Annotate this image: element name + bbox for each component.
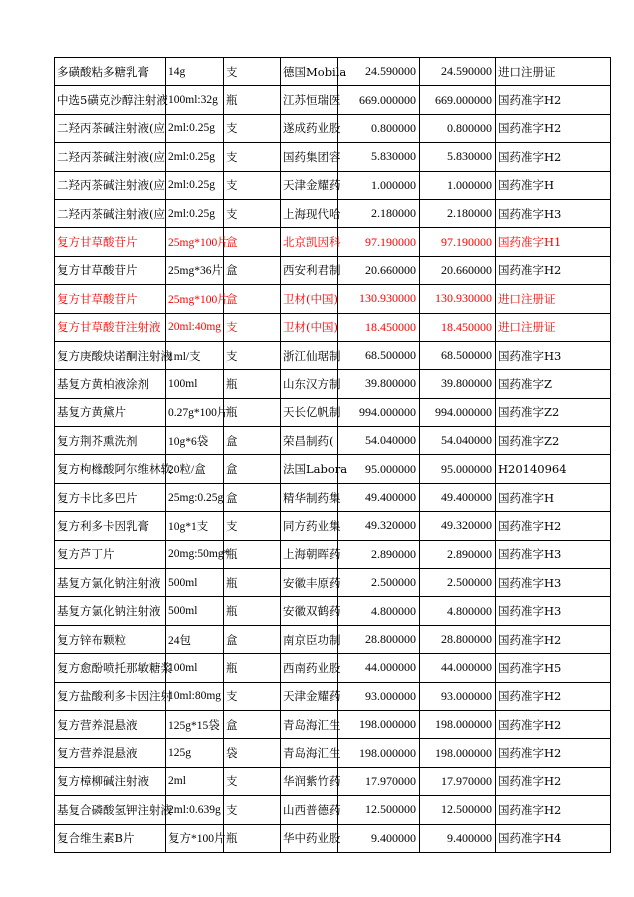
approval-number-cell: 国药准字H2 <box>496 256 611 284</box>
unit-cell: 盒 <box>224 256 281 284</box>
manufacturer-cell: 山东汉方制 <box>281 370 338 398</box>
table-row <box>55 370 611 398</box>
price-cell: 18.450000 <box>338 313 420 341</box>
price-cell: 2.180000 <box>420 199 496 227</box>
manufacturer-cell: 遂成药业股 <box>281 114 338 142</box>
table-row <box>55 625 611 653</box>
spec-cell: 20粒/盒 <box>166 455 224 483</box>
price-cell: 130.930000 <box>420 285 496 313</box>
unit-cell: 盒 <box>224 427 281 455</box>
price-cell: 198.000000 <box>420 710 496 738</box>
drug-name-cell: 中选5磺克沙醇注射液 <box>55 86 166 114</box>
price-cell: 95.000000 <box>338 455 420 483</box>
manufacturer-cell: 西南药业股 <box>281 654 338 682</box>
unit-cell: 支 <box>224 512 281 540</box>
price-cell: 2.500000 <box>420 569 496 597</box>
drug-name-cell: 复方樟柳碱注射液 <box>55 767 166 795</box>
price-cell: 44.000000 <box>420 654 496 682</box>
spec-cell: 125g <box>166 739 224 767</box>
unit-cell: 盒 <box>224 710 281 738</box>
approval-number-cell: 国药准字H2 <box>496 114 611 142</box>
price-cell: 1.000000 <box>338 171 420 199</box>
table-row <box>55 824 611 852</box>
table-row <box>55 341 611 369</box>
unit-cell: 盒 <box>224 228 281 256</box>
price-cell: 669.000000 <box>420 86 496 114</box>
manufacturer-cell: 江苏恒瑞医 <box>281 86 338 114</box>
spec-cell: 2ml:0.25g <box>166 114 224 142</box>
spec-cell: 10ml:80mg <box>166 682 224 710</box>
approval-number-cell: 进口注册证 <box>496 313 611 341</box>
manufacturer-cell: 国药集团容 <box>281 143 338 171</box>
manufacturer-cell: 卫材(中国) <box>281 313 338 341</box>
spec-cell: 2ml:0.25g <box>166 143 224 171</box>
drug-name-cell: 基复方黄柏液涂剂 <box>55 370 166 398</box>
spec-cell: 2ml <box>166 767 224 795</box>
approval-number-cell: 国药准字H4 <box>496 824 611 852</box>
unit-cell: 支 <box>224 114 281 142</box>
drug-name-cell: 复方卡比多巴片 <box>55 483 166 511</box>
table-row <box>55 540 611 568</box>
price-cell: 0.800000 <box>420 114 496 142</box>
manufacturer-cell: 上海朝晖药 <box>281 540 338 568</box>
unit-cell: 盒 <box>224 455 281 483</box>
price-cell: 68.500000 <box>338 341 420 369</box>
drug-name-cell: 复方芦丁片 <box>55 540 166 568</box>
table-row <box>55 58 611 86</box>
price-cell: 68.500000 <box>420 341 496 369</box>
table-row <box>55 285 611 313</box>
approval-number-cell: 国药准字H2 <box>496 682 611 710</box>
table-row <box>55 143 611 171</box>
approval-number-cell: 国药准字H <box>496 483 611 511</box>
spec-cell: 1ml/支 <box>166 341 224 369</box>
price-cell: 198.000000 <box>338 739 420 767</box>
drug-name-cell: 复方愈酚喷托那敏糖浆 <box>55 654 166 682</box>
spec-cell: 10g*6袋 <box>166 427 224 455</box>
price-cell: 2.890000 <box>420 540 496 568</box>
spec-cell: 2ml:0.25g <box>166 199 224 227</box>
drug-name-cell: 基复方氯化钠注射液 <box>55 569 166 597</box>
unit-cell: 支 <box>224 171 281 199</box>
manufacturer-cell: 西安利君制 <box>281 256 338 284</box>
drug-name-cell: 基复合磷酸氢钾注射液 <box>55 796 166 824</box>
manufacturer-cell: 法国Labora <box>281 455 338 483</box>
manufacturer-cell: 华中药业股 <box>281 824 338 852</box>
spec-cell: 500ml <box>166 569 224 597</box>
price-cell: 49.400000 <box>420 483 496 511</box>
table-row <box>55 512 611 540</box>
spec-cell: 500ml <box>166 597 224 625</box>
approval-number-cell: 进口注册证 <box>496 58 611 86</box>
drug-name-cell: 复方锌布颗粒 <box>55 625 166 653</box>
drug-name-cell: 复方利多卡因乳膏 <box>55 512 166 540</box>
approval-number-cell: 国药准字H2 <box>496 796 611 824</box>
table-row <box>55 796 611 824</box>
drug-name-cell: 复方甘草酸苷片 <box>55 228 166 256</box>
approval-number-cell: 国药准字H1 <box>496 228 611 256</box>
price-cell: 198.000000 <box>420 739 496 767</box>
approval-number-cell: 国药准字H5 <box>496 654 611 682</box>
price-cell: 5.830000 <box>338 143 420 171</box>
price-cell: 97.190000 <box>420 228 496 256</box>
table-row <box>55 767 611 795</box>
spec-cell: 100ml <box>166 654 224 682</box>
manufacturer-cell: 天津金耀药 <box>281 171 338 199</box>
unit-cell: 盒 <box>224 625 281 653</box>
spec-cell: 24包 <box>166 625 224 653</box>
table-row <box>55 455 611 483</box>
price-cell: 28.800000 <box>338 625 420 653</box>
approval-number-cell: 国药准字Z2 <box>496 427 611 455</box>
approval-number-cell: 国药准字H2 <box>496 86 611 114</box>
price-cell: 93.000000 <box>338 682 420 710</box>
drug-name-cell: 复合维生素B片 <box>55 824 166 852</box>
table-row <box>55 199 611 227</box>
table-row <box>55 597 611 625</box>
manufacturer-cell: 天长亿帆制 <box>281 398 338 426</box>
unit-cell: 支 <box>224 58 281 86</box>
price-cell: 130.930000 <box>338 285 420 313</box>
spec-cell: 20ml:40mg <box>166 313 224 341</box>
unit-cell: 支 <box>224 199 281 227</box>
spec-cell: 10g*1支 <box>166 512 224 540</box>
manufacturer-cell: 浙江仙琚制 <box>281 341 338 369</box>
price-cell: 24.590000 <box>338 58 420 86</box>
unit-cell: 瓶 <box>224 824 281 852</box>
drug-name-cell: 复方甘草酸苷注射液 <box>55 313 166 341</box>
spec-cell: 125g*15袋 <box>166 710 224 738</box>
spec-cell: 2ml:0.25g <box>166 171 224 199</box>
drug-name-cell: 复方盐酸利多卡因注射 <box>55 682 166 710</box>
price-cell: 994.000000 <box>420 398 496 426</box>
table-row <box>55 398 611 426</box>
approval-number-cell: 国药准字H2 <box>496 739 611 767</box>
price-cell: 12.500000 <box>338 796 420 824</box>
price-cell: 54.040000 <box>338 427 420 455</box>
unit-cell: 瓶 <box>224 654 281 682</box>
unit-cell: 支 <box>224 341 281 369</box>
price-cell: 2.500000 <box>338 569 420 597</box>
table-row <box>55 682 611 710</box>
price-cell: 97.190000 <box>338 228 420 256</box>
approval-number-cell: 国药准字H3 <box>496 597 611 625</box>
price-cell: 4.800000 <box>420 597 496 625</box>
drug-name-cell: 复方甘草酸苷片 <box>55 285 166 313</box>
drug-name-cell: 二羟丙茶碱注射液(应 <box>55 199 166 227</box>
unit-cell: 瓶 <box>224 540 281 568</box>
price-cell: 54.040000 <box>420 427 496 455</box>
price-cell: 5.830000 <box>420 143 496 171</box>
price-cell: 669.000000 <box>338 86 420 114</box>
table-row <box>55 256 611 284</box>
price-cell: 2.890000 <box>338 540 420 568</box>
price-cell: 12.500000 <box>420 796 496 824</box>
price-cell: 28.800000 <box>420 625 496 653</box>
price-cell: 20.660000 <box>338 256 420 284</box>
approval-number-cell: 国药准字Z2 <box>496 398 611 426</box>
price-cell: 0.800000 <box>338 114 420 142</box>
price-cell: 93.000000 <box>420 682 496 710</box>
manufacturer-cell: 华润紫竹药 <box>281 767 338 795</box>
approval-number-cell: 国药准字H3 <box>496 569 611 597</box>
spec-cell: 0.27g*100片 <box>166 398 224 426</box>
drug-name-cell: 复方营养混悬液 <box>55 710 166 738</box>
drug-name-cell: 基复方黄黛片 <box>55 398 166 426</box>
table-row <box>55 228 611 256</box>
unit-cell: 瓶 <box>224 597 281 625</box>
unit-cell: 袋 <box>224 739 281 767</box>
unit-cell: 瓶 <box>224 569 281 597</box>
approval-number-cell: 国药准字Z <box>496 370 611 398</box>
spec-cell: 25mg*100片 <box>166 228 224 256</box>
approval-number-cell: 国药准字H3 <box>496 540 611 568</box>
spec-cell: 14g <box>166 58 224 86</box>
unit-cell: 支 <box>224 143 281 171</box>
price-cell: 198.000000 <box>338 710 420 738</box>
price-cell: 95.000000 <box>420 455 496 483</box>
manufacturer-cell: 德国Mobila <box>281 58 338 86</box>
drug-name-cell: 复方甘草酸苷片 <box>55 256 166 284</box>
unit-cell: 盒 <box>224 285 281 313</box>
table-row <box>55 86 611 114</box>
price-cell: 20.660000 <box>420 256 496 284</box>
table-row <box>55 313 611 341</box>
spec-cell: 25mg*100片 <box>166 285 224 313</box>
price-cell: 9.400000 <box>338 824 420 852</box>
unit-cell: 瓶 <box>224 370 281 398</box>
spec-cell: 100ml:32g <box>166 86 224 114</box>
table-row <box>55 483 611 511</box>
price-cell: 39.800000 <box>420 370 496 398</box>
spec-cell: 复方*100片 <box>166 824 224 852</box>
manufacturer-cell: 山西普德药 <box>281 796 338 824</box>
drug-name-cell: 复方营养混悬液 <box>55 739 166 767</box>
unit-cell: 支 <box>224 767 281 795</box>
price-cell: 18.450000 <box>420 313 496 341</box>
approval-number-cell: 国药准字H2 <box>496 767 611 795</box>
approval-number-cell: 国药准字H2 <box>496 625 611 653</box>
approval-number-cell: 国药准字H2 <box>496 512 611 540</box>
price-cell: 39.800000 <box>338 370 420 398</box>
drug-price-table <box>54 57 611 853</box>
drug-name-cell: 复方枸橼酸阿尔维林软 <box>55 455 166 483</box>
drug-name-cell: 复方荆芥熏洗剂 <box>55 427 166 455</box>
unit-cell: 支 <box>224 796 281 824</box>
manufacturer-cell: 青岛海汇生 <box>281 739 338 767</box>
spec-cell: 20mg:50mg* <box>166 540 224 568</box>
price-cell: 9.400000 <box>420 824 496 852</box>
price-cell: 17.970000 <box>420 767 496 795</box>
approval-number-cell: 进口注册证 <box>496 285 611 313</box>
drug-name-cell: 二羟丙茶碱注射液(应 <box>55 171 166 199</box>
table-row <box>55 427 611 455</box>
price-cell: 2.180000 <box>338 199 420 227</box>
table-row <box>55 171 611 199</box>
drug-name-cell: 二羟丙茶碱注射液(应 <box>55 143 166 171</box>
manufacturer-cell: 天津金耀药 <box>281 682 338 710</box>
table-row <box>55 710 611 738</box>
price-cell: 4.800000 <box>338 597 420 625</box>
unit-cell: 盒 <box>224 483 281 511</box>
manufacturer-cell: 北京凯因科 <box>281 228 338 256</box>
price-cell: 17.970000 <box>338 767 420 795</box>
price-cell: 44.000000 <box>338 654 420 682</box>
unit-cell: 支 <box>224 682 281 710</box>
spec-cell: 25mg*36片 <box>166 256 224 284</box>
unit-cell: 瓶 <box>224 86 281 114</box>
price-cell: 49.400000 <box>338 483 420 511</box>
price-cell: 49.320000 <box>338 512 420 540</box>
unit-cell: 支 <box>224 313 281 341</box>
table-row <box>55 739 611 767</box>
manufacturer-cell: 卫材(中国) <box>281 285 338 313</box>
manufacturer-cell: 青岛海汇生 <box>281 710 338 738</box>
manufacturer-cell: 上海现代哈 <box>281 199 338 227</box>
spec-cell: 2ml:0.639g <box>166 796 224 824</box>
table-row <box>55 654 611 682</box>
spec-cell: 25mg:0.25g <box>166 483 224 511</box>
approval-number-cell: 国药准字H3 <box>496 199 611 227</box>
approval-number-cell: H20140964 <box>496 455 611 483</box>
drug-name-cell: 多磺酸粘多糖乳膏 <box>55 58 166 86</box>
spec-cell: 100ml <box>166 370 224 398</box>
price-cell: 49.320000 <box>420 512 496 540</box>
manufacturer-cell: 荣昌制药( <box>281 427 338 455</box>
price-cell: 1.000000 <box>420 171 496 199</box>
price-cell: 994.000000 <box>338 398 420 426</box>
approval-number-cell: 国药准字H3 <box>496 341 611 369</box>
manufacturer-cell: 精华制药集 <box>281 483 338 511</box>
drug-name-cell: 二羟丙茶碱注射液(应 <box>55 114 166 142</box>
table-row <box>55 114 611 142</box>
price-cell: 24.590000 <box>420 58 496 86</box>
approval-number-cell: 国药准字H <box>496 171 611 199</box>
approval-number-cell: 国药准字H2 <box>496 143 611 171</box>
manufacturer-cell: 安徽双鹤药 <box>281 597 338 625</box>
manufacturer-cell: 安徽丰原药 <box>281 569 338 597</box>
drug-name-cell: 基复方氯化钠注射液 <box>55 597 166 625</box>
table-row <box>55 569 611 597</box>
unit-cell: 瓶 <box>224 398 281 426</box>
approval-number-cell: 国药准字H2 <box>496 710 611 738</box>
manufacturer-cell: 南京臣功制 <box>281 625 338 653</box>
manufacturer-cell: 同方药业集 <box>281 512 338 540</box>
drug-name-cell: 复方庚酸炔诺酮注射液 <box>55 341 166 369</box>
